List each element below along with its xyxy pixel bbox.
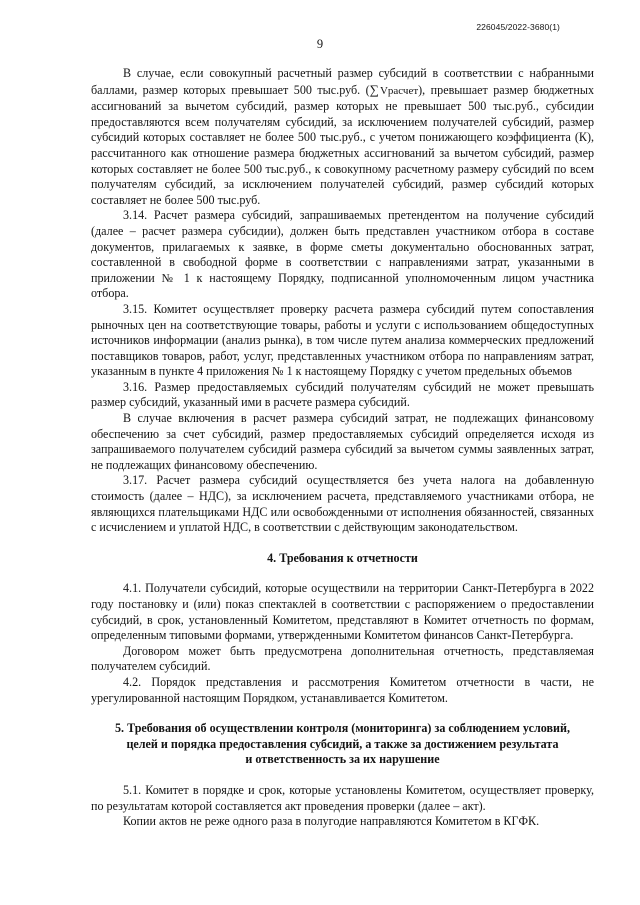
paragraph-3-16-continued: В случае включения в расчет размера субсидий затрат, не подлежащих финансовому обеспечению за счет субсидий, размер предоставляемых субсидий определяется исходя из запрашиваемого получателем субсидий размера субсидий за вычетом суммы заявленных затрат, не подлежащих финансовому обеспечению. <box>91 411 594 472</box>
document-body <box>91 66 594 830</box>
page-number: 9 <box>316 37 324 51</box>
section-5-heading-line: 5. Требования об осуществлении контроля (мониторинга) за соблюдением условий, <box>115 721 570 736</box>
section-spacer <box>91 566 594 581</box>
document-registration-number: 226045/2022-3680(1) <box>476 22 560 32</box>
paragraph-3-16: 3.16. Размер предоставляемых субсидий получателям субсидий не может превышать размер субсидий, указанный ими в расчете размера субсидий. <box>91 379 594 410</box>
paragraph-4-1-continued: Договором может быть предусмотрена дополнительная отчетность, представляемая получателем субсидий. <box>91 643 594 674</box>
section-5-heading-line: целей и порядка предоставления субсидий, а также за достижением результата <box>126 736 559 751</box>
paragraph-3-17: 3.17. Расчет размера субсидий осуществляется без учета налога на добавленную стоимость (далее – НДС), за исключением расчета, представляемого участниками отбора, не являющихся плательщиками НДС или освобожденными от исполнения обязанностей, связанных с исчислением и уплатой НДС, в соответствии с действующим законодательством. <box>91 473 594 535</box>
section-spacer <box>91 536 594 551</box>
sum-formula <box>369 81 419 97</box>
paragraph-3-15: 3.15. Комитет осуществляет проверку расчета размера субсидий путем сопоставления рыночных цен на соответствующие товары, работы и услуги с использованием общедоступных источников информации (анализ рынка), в том числе путем анализа коммерческих предложений поставщиков товаров, работ, услуг, представленных участником отбора по направлениям затрат, указанным в пункте 4 приложения № 1 к настоящему Порядку с учетом предельных объемов <box>91 301 594 379</box>
section-4-heading: 4. Требования к отчетности <box>267 550 418 565</box>
paragraph-5-1: 5.1. Комитет в порядке и срок, которые установлены Комитетом, осуществляет проверку, по результатам которой составляется акт проведения проверки (далее – акт). <box>91 782 594 813</box>
section-spacer <box>91 706 594 721</box>
paragraph-case-total-subsidies <box>91 66 594 208</box>
paragraph-4-2: 4.2. Порядок представления и рассмотрения Комитетом отчетности в части, не урегулированной настоящим Порядком, устанавливается Комитетом. <box>91 674 594 705</box>
paragraph-text: ), превышает размер бюджетных ассигнований за вычетом субсидий, размер которых не превышает 500 тыс.руб., субсидии предоставляются всем получателям субсидий, за исключением получателей субсидий, размер субсидий которых составляет не более 500 тыс.руб., с учетом понижающего коэффициента (К), рассчитанного как отношение размера бюджетных ассигнований за вычетом субсидий, размер которых составляет не более 500 тыс.руб., к совокупному расчетному размеру субсидий по всем получателям субсидий, за исключением получателей субсидий, размер субсидий которых составляет не более 500 тыс.руб. <box>91 82 594 207</box>
paragraph-5-1-continued: Копии актов не реже одного раза в полугодие направляются Комитетом в КГФК. <box>123 814 540 829</box>
paragraph-text: В случае, если совокупный расчетный размер субсидий в соответствии с набранными баллами, размер которых превышает 500 тыс.руб. ( <box>91 66 594 97</box>
section-5-heading <box>91 721 594 768</box>
paragraph-4-1: 4.1. Получатели субсидий, которые осуществили на территории Санкт-Петербурга в 2022 году постановку и (или) показ спектаклей в соответствии с распоряжением о предоставлении субсидий, в срок, установленный Комитетом, представляют в Комитет отчетность по формам, определенным типовыми формами, утвержденными Комитетом финансов Санкт-Петербурга. <box>91 581 594 643</box>
section-spacer <box>91 768 594 783</box>
section-5-heading-line: и ответственность за их нарушение <box>245 752 440 767</box>
sum-icon: ∑ <box>369 81 379 97</box>
paragraph-3-14: 3.14. Расчет размера субсидий, запрашиваемых претендентом на получение субсидий (далее – расчет размера субсидии), должен быть представлен участником отбора в составе документов, прилагаемых к заявке, в форме сметы документально обоснованных затрат, составленной в свободной форме в соответствии с направлениями затрат, указанными в приложении № 1 к настоящему Порядку, подписанной уполномоченным лицом участника отбора. <box>91 208 594 301</box>
formula-variable: Vрасчет <box>379 84 419 97</box>
